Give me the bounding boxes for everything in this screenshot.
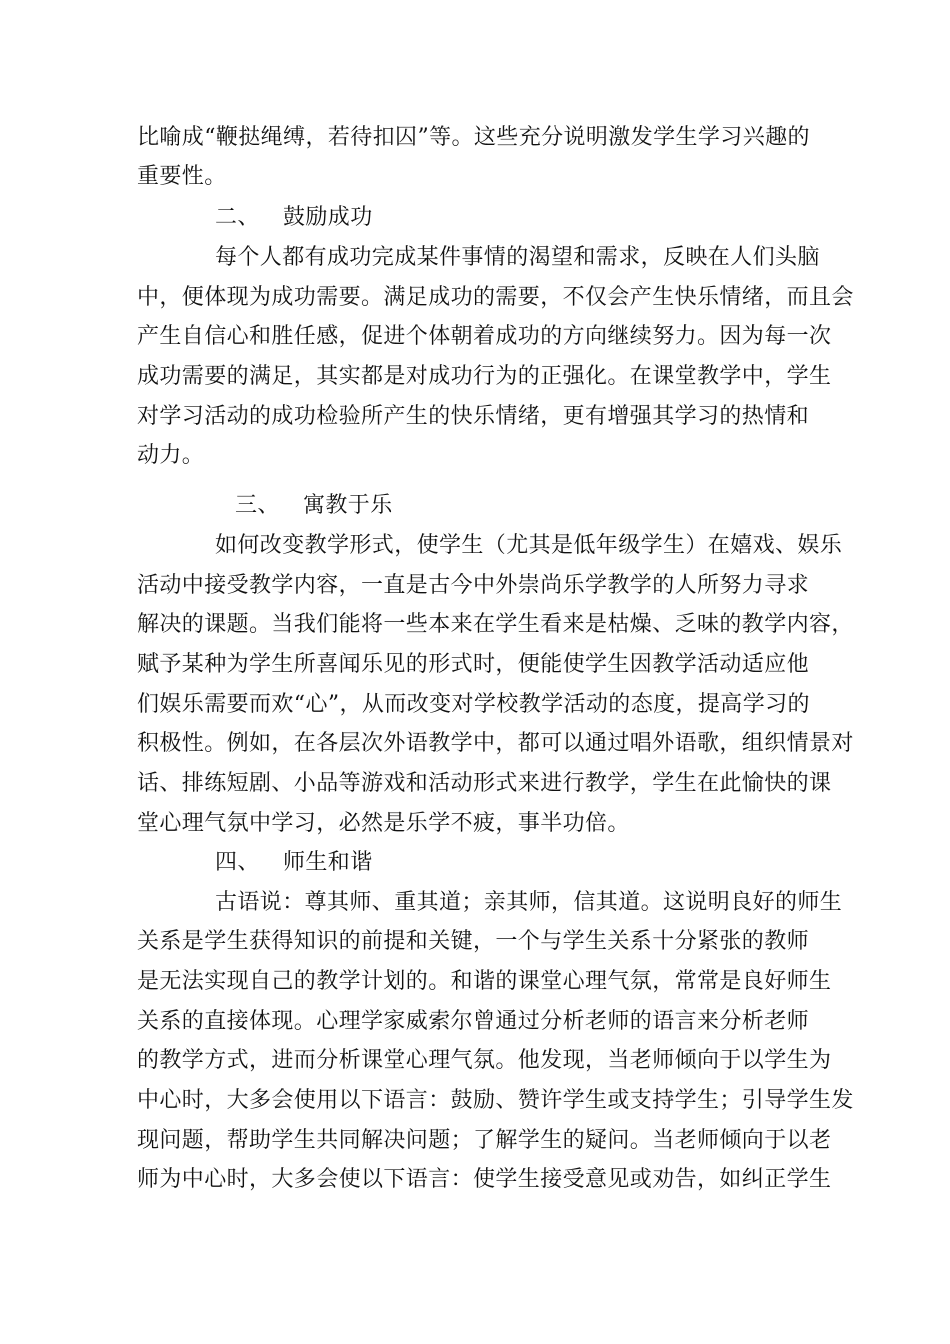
body-line: 们娱乐需要而欢“心”，从而改变对学校教学活动的态度，提高学习的 (137, 692, 810, 717)
body-line: 重要性。 (137, 164, 227, 189)
body-line: 比喻成“鞭挞绳缚，若待扣囚”等。这些充分说明激发学生学习兴趣的 (137, 125, 810, 150)
body-line: 产生自信心和胜任感，促进个体朝着成功的方向继续努力。因为每一次 (137, 324, 832, 349)
heading-number: 二、 (215, 205, 260, 230)
body-line: 解决的课题。当我们能将一些本来在学生看来是枯燥、乏味的教学内容， (137, 612, 854, 637)
body-line: 活动中接受教学内容，一直是古今中外崇尚乐学教学的人所努力寻求 (137, 573, 810, 598)
section-heading-3 (235, 491, 935, 521)
section-heading-2 (215, 203, 915, 233)
section-heading-4 (215, 848, 915, 878)
body-line: 成功需要的满足，其实都是对成功行为的正强化。在课堂教学中，学生 (137, 364, 832, 389)
body-line: 是无法实现自己的教学计划的。和谐的课堂心理气氛，常常是良好师生 (137, 969, 832, 994)
heading-number: 四、 (215, 850, 260, 875)
paragraph-first-line: 古语说：尊其师、重其道；亲其师，信其道。这说明良好的师生 (215, 890, 843, 915)
heading-title: 鼓励成功 (283, 205, 373, 230)
body-line: 赋予某种为学生所喜闻乐见的形式时，便能使学生因教学活动适应他 (137, 652, 810, 677)
paragraph-first-line: 每个人都有成功完成某件事情的渴望和需求，反映在人们头脑 (215, 245, 820, 270)
body-line: 关系的直接体现。心理学家威索尔曾通过分析老师的语言来分析老师 (137, 1009, 810, 1034)
body-line: 积极性。例如，在各层次外语教学中，都可以通过唱外语歌，组织情景对 (137, 731, 854, 756)
body-line: 动力。 (137, 443, 205, 468)
body-line: 话、排练短剧、小品等游戏和活动形式来进行教学，学生在此愉快的课 (137, 771, 832, 796)
body-line: 堂心理气氛中学习，必然是乐学不疲，事半功倍。 (137, 811, 630, 836)
heading-number: 三、 (235, 493, 280, 518)
body-line: 现问题，帮助学生共同解决问题；了解学生的疑问。当老师倾向于以老 (137, 1128, 832, 1153)
body-line: 的教学方式，进而分析课堂心理气氛。他发现，当老师倾向于以学生为 (137, 1048, 832, 1073)
body-line: 关系是学生获得知识的前提和关键，一个与学生关系十分紧张的教师 (137, 929, 810, 954)
body-line: 师为中心时，大多会使以下语言：使学生接受意见或劝告，如纠正学生 (137, 1167, 832, 1192)
body-line: 中心时，大多会使用以下语言：鼓励、赞许学生或支持学生；引导学生发 (137, 1088, 854, 1113)
body-line: 中，便体现为成功需要。满足成功的需要，不仅会产生快乐情绪，而且会 (137, 285, 854, 310)
paragraph-first-line: 如何改变教学形式，使学生（尤其是低年级学生）在嬉戏、娱乐 (215, 533, 843, 558)
body-line: 对学习活动的成功检验所产生的快乐情绪，更有增强其学习的热情和 (137, 404, 810, 429)
heading-title: 师生和谐 (283, 850, 373, 875)
heading-title: 寓教于乐 (303, 493, 393, 518)
